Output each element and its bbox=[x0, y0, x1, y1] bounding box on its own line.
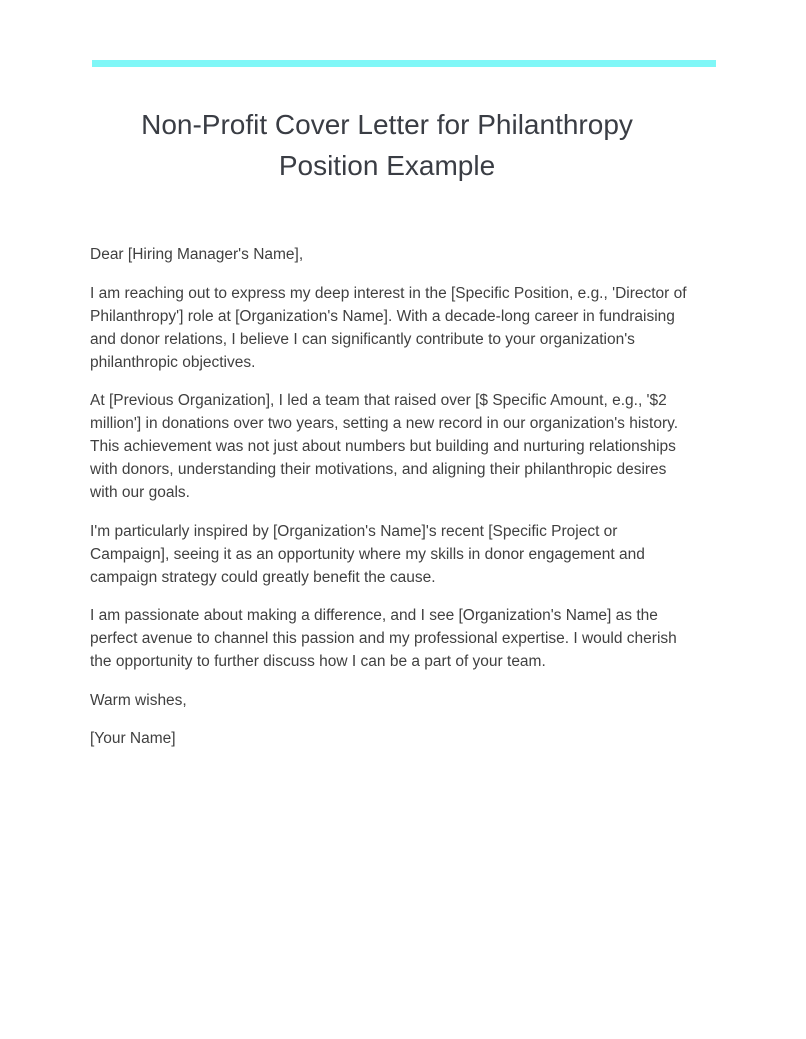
salutation: Dear [Hiring Manager's Name], bbox=[90, 246, 304, 263]
accent-bar bbox=[92, 60, 716, 67]
paragraph-experience: At [Previous Organization], I led a team that raised over [$ Specific Amount, e.g., '$2 million'] in donations over two years, setting a new record in our organization's history. This achievement was not just about numbers but building and nurturing relationships with donors, understanding their motivations, and aligning their philanthropic desires with our goals. bbox=[90, 392, 679, 501]
signature: [Your Name] bbox=[90, 730, 176, 747]
closing: Warm wishes, bbox=[90, 691, 187, 709]
document-title: Non-Profit Cover Letter for Philanthropy Position Example bbox=[141, 109, 633, 181]
paragraph-intro: I am reaching out to express my deep interest in the [Specific Position, e.g., 'Director of Philanthropy'] role at [Organization's Name]. With a decade-long career in fundraising and donor relations, I believe I can significantly contribute to your organization's philanthropic objectives. bbox=[90, 284, 687, 371]
paragraph-passion: I am passionate about making a difference, and I see [Organization's Name] as the perfect avenue to channel this passion and my professional expertise. I would cherish the opportunity to further discuss how I can be a part of your team. bbox=[90, 607, 677, 670]
paragraph-inspiration: I'm particularly inspired by [Organization's Name]'s recent [Specific Project or Campaign], seeing it as an opportunity where my skills in donor engagement and campaign strategy could greatly benefit the cause. bbox=[90, 522, 645, 586]
letter-body bbox=[90, 243, 690, 766]
